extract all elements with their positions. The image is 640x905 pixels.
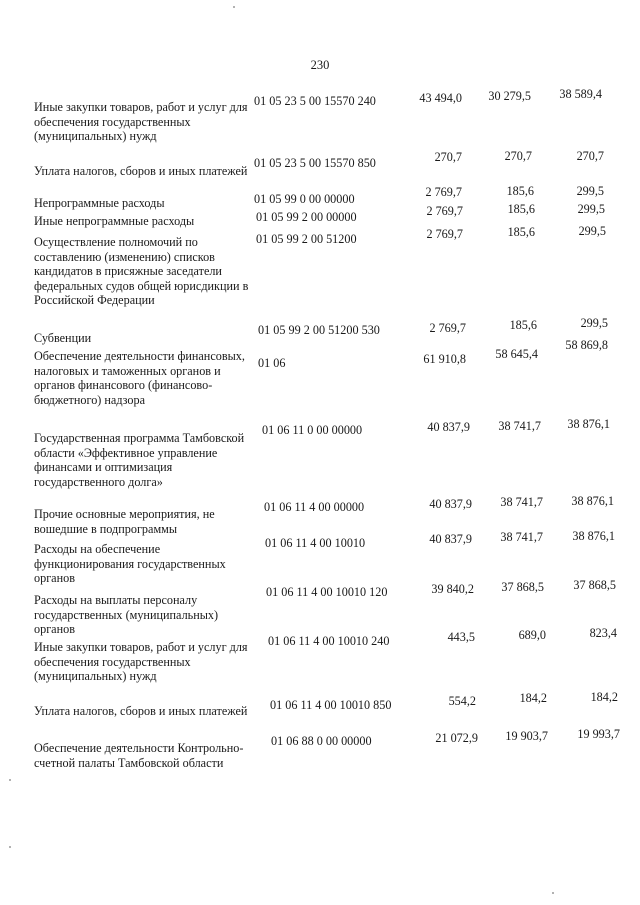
- row-value-2: 38 741,7: [500, 530, 543, 544]
- row-code: 01 06 11 4 00 00000: [264, 500, 365, 514]
- row-value-3: 299,5: [577, 202, 605, 216]
- row-value-2: 689,0: [518, 628, 546, 642]
- row-code: 01 06 11 4 00 10010: [265, 536, 366, 550]
- scan-speck: [9, 779, 11, 781]
- row-code: 01 05 99 0 00 00000: [254, 192, 355, 206]
- page-number: 230: [310, 58, 330, 72]
- row-value-1: 40 837,9: [429, 497, 472, 511]
- row-value-3: 299,5: [576, 184, 604, 198]
- row-value-3: 58 869,8: [565, 338, 608, 352]
- row-value-3: 184,2: [590, 690, 618, 704]
- row-name: Государственная программа Тамбовской области «Эффективное управление финансами и оптимизация государственного долга»: [34, 431, 245, 489]
- row-value-1: 2 769,7: [426, 204, 463, 218]
- row-value-3: 38 876,1: [571, 494, 614, 508]
- row-value-3: 299,5: [578, 224, 606, 238]
- row-code: 01 06 11 4 00 10010 850: [270, 698, 392, 712]
- row-value-3: 38 876,1: [572, 529, 615, 543]
- scan-speck: [233, 6, 235, 8]
- row-code: 01 05 99 2 00 00000: [256, 210, 357, 224]
- row-value-2: 38 741,7: [500, 495, 543, 509]
- row-name: Иные непрограммные расходы: [34, 214, 195, 228]
- row-value-2: 270,7: [504, 149, 532, 163]
- row-value-3: 299,5: [580, 316, 608, 330]
- row-value-1: 2 769,7: [426, 227, 463, 241]
- row-value-3: 823,4: [589, 626, 617, 640]
- scan-speck: [552, 892, 554, 894]
- row-code: 01 06 88 0 00 00000: [271, 734, 372, 748]
- row-code: 01 06 11 0 00 00000: [262, 423, 363, 437]
- row-name: Иные закупки товаров, работ и услуг для обеспечения государственных (муниципальных) нужд: [34, 640, 248, 684]
- row-code: 01 05 99 2 00 51200 530: [258, 323, 380, 337]
- row-name: Непрограммные расходы: [34, 196, 165, 210]
- row-value-2: 37 868,5: [501, 580, 544, 594]
- row-code: 01 05 99 2 00 51200: [256, 232, 357, 246]
- row-code: 01 06 11 4 00 10010 120: [266, 585, 388, 599]
- row-value-2: 184,2: [519, 691, 547, 705]
- row-value-2: 185,6: [506, 184, 534, 198]
- row-code: 01 05 23 5 00 15570 240: [254, 94, 376, 108]
- row-value-2: 58 645,4: [495, 347, 538, 361]
- row-code: 01 06: [258, 356, 286, 370]
- row-name: Осуществление полномочий по составлению (изменению) списков кандидатов в присяжные заседатели федеральных судов общей юрисдикции в Российской Федерации: [34, 235, 249, 308]
- row-name: Расходы на выплаты персоналу государственных (муниципальных) органов: [34, 593, 219, 637]
- row-value-2: 185,6: [507, 202, 535, 216]
- row-code: 01 06 11 4 00 10010 240: [268, 634, 390, 648]
- row-value-2: 38 741,7: [498, 419, 541, 433]
- row-value-1: 40 837,9: [429, 532, 472, 546]
- row-value-1: 21 072,9: [435, 731, 478, 745]
- row-code: 01 05 23 5 00 15570 850: [254, 156, 376, 170]
- row-value-3: 270,7: [576, 149, 604, 163]
- row-value-3: 38 876,1: [567, 417, 610, 431]
- row-name: Иные закупки товаров, работ и услуг для обеспечения государственных (муниципальных) нужд: [34, 100, 248, 144]
- row-name: Уплата налогов, сборов и иных платежей: [34, 704, 248, 718]
- row-value-1: 39 840,2: [431, 582, 474, 596]
- row-value-1: 43 494,0: [419, 91, 462, 105]
- row-value-2: 19 903,7: [505, 729, 548, 743]
- row-name: Расходы на обеспечение функционирования государственных органов: [34, 542, 226, 586]
- row-name: Прочие основные мероприятия, не вошедшие в подпрограммы: [34, 507, 215, 536]
- row-name: Обеспечение деятельности финансовых, налоговых и таможенных органов и органов финансового (финансово-бюджетного) надзора: [34, 349, 245, 407]
- row-value-2: 185,6: [509, 318, 537, 332]
- row-value-1: 270,7: [434, 150, 462, 164]
- row-value-1: 443,5: [447, 630, 475, 644]
- row-value-3: 38 589,4: [559, 87, 602, 101]
- scan-speck: [9, 846, 11, 848]
- row-value-2: 30 279,5: [488, 89, 531, 103]
- row-value-3: 37 868,5: [573, 578, 616, 592]
- row-value-1: 2 769,7: [429, 321, 466, 335]
- row-name: Уплата налогов, сборов и иных платежей: [34, 164, 248, 178]
- row-value-1: 554,2: [448, 694, 476, 708]
- row-name: Субвенции: [34, 331, 92, 345]
- row-name: Обеспечение деятельности Контрольно-счетной палаты Тамбовской области: [34, 741, 244, 770]
- row-value-1: 40 837,9: [427, 420, 470, 434]
- row-value-3: 19 993,7: [577, 727, 620, 741]
- row-value-2: 185,6: [507, 225, 535, 239]
- row-value-1: 61 910,8: [423, 352, 466, 366]
- row-value-1: 2 769,7: [425, 185, 462, 199]
